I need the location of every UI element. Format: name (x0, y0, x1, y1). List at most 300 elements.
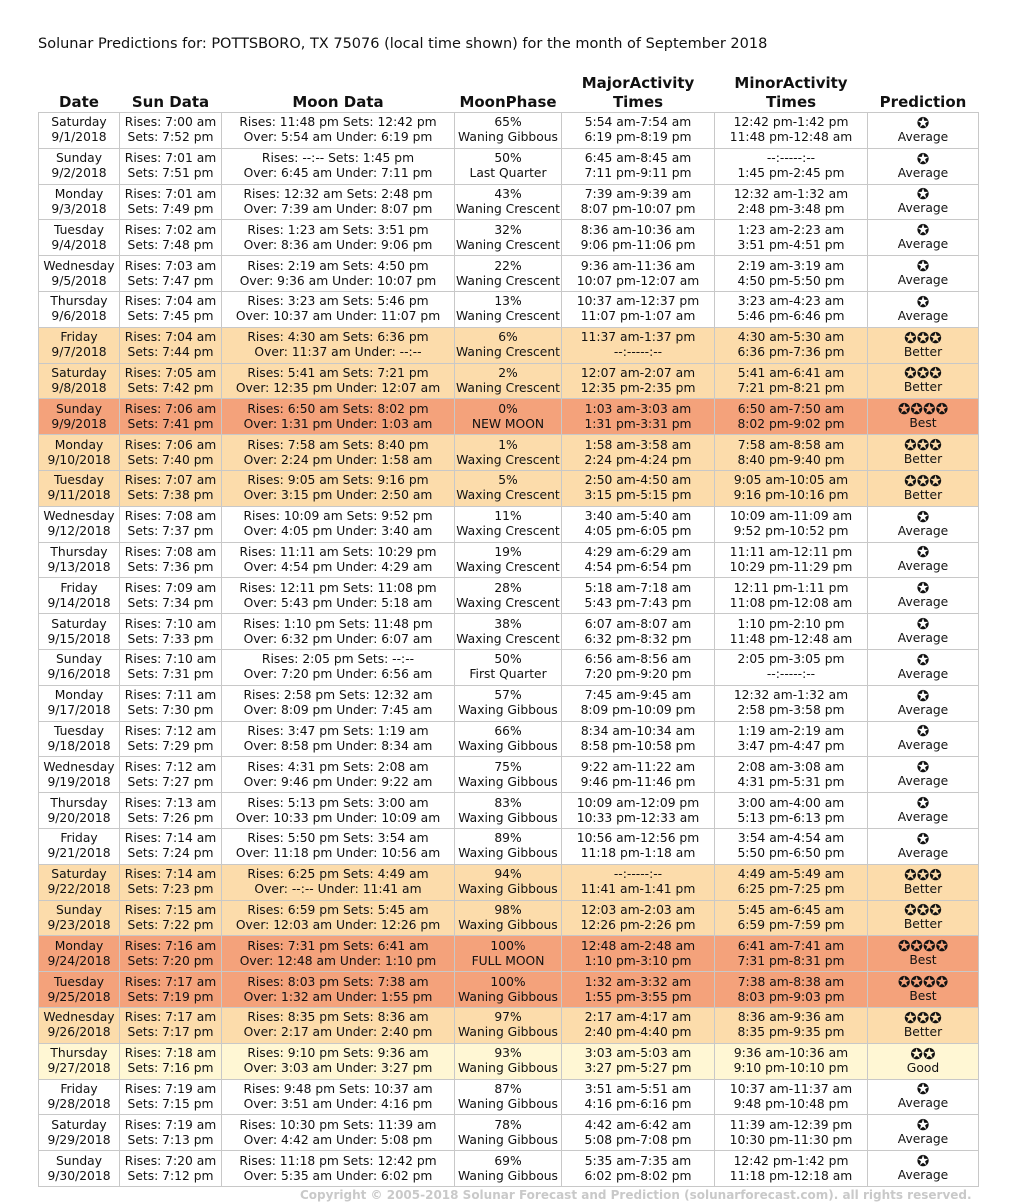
header-date: Date (59, 93, 99, 111)
date-cell (39, 291, 120, 327)
moon-phase-cell (455, 1079, 562, 1115)
date-cell (39, 614, 120, 650)
date-label: 9/2/2018 (51, 166, 107, 181)
rating-label: Average (897, 738, 949, 753)
moon-phase-cell (455, 435, 562, 471)
moon-over-under-text: Over: 1:31 pm Under: 1:03 am (243, 416, 433, 431)
moonrise-set-text: Rises: 8:03 pm Sets: 7:38 am (247, 974, 429, 989)
sunrise-text: Rises: 7:06 am (124, 437, 217, 452)
minor-times-cell (715, 399, 868, 435)
sunrise-text: Rises: 7:08 am (124, 544, 217, 559)
date-cell (39, 721, 120, 757)
major-time-2: 8:09 pm-10:09 pm (580, 703, 696, 718)
major-time-2: 5:43 pm-7:43 pm (584, 595, 692, 610)
date-label: 9/19/2018 (47, 774, 111, 789)
date-cell (39, 327, 120, 363)
major-times-cell (562, 864, 715, 900)
moon-data-cell (222, 685, 455, 721)
phase-name: Waning Crescent (456, 273, 560, 288)
moon-phase-cell (455, 542, 562, 578)
header-major-activity: MajorActivity Times (581, 74, 695, 111)
weekday-label: Saturday (51, 1117, 107, 1132)
sunrise-text: Rises: 7:15 am (124, 902, 217, 917)
moon-over-under-text: Over: 6:32 pm Under: 6:07 am (243, 631, 433, 646)
moon-data-cell (222, 1007, 455, 1043)
rating-label: Average (897, 165, 949, 180)
sun-data-cell (120, 828, 222, 864)
table-row (39, 542, 979, 578)
moonrise-set-text: Rises: 11:48 pm Sets: 12:42 pm (239, 115, 437, 130)
phase-percent: 6% (498, 330, 518, 345)
minor-times-cell (715, 1043, 868, 1079)
table-row (39, 649, 979, 685)
rating-label: Better (903, 344, 943, 359)
major-time-1: 8:36 am-10:36 am (580, 222, 696, 237)
major-times-cell (562, 470, 715, 506)
sunset-text: Sets: 7:41 pm (127, 416, 214, 431)
major-time-2: 5:08 pm-7:08 pm (584, 1132, 692, 1147)
phase-name: Waning Gibbous (458, 130, 558, 145)
weekday-label: Thursday (50, 795, 108, 810)
moon-phase-cell (455, 1007, 562, 1043)
phase-percent: 94% (494, 867, 522, 882)
sun-data-cell (120, 256, 222, 292)
moon-data-cell (222, 220, 455, 256)
phase-percent: 100% (490, 938, 526, 953)
sun-data-cell (120, 470, 222, 506)
sunset-text: Sets: 7:20 pm (127, 953, 214, 968)
moon-data-cell (222, 542, 455, 578)
major-time-2: 7:20 pm-9:20 pm (584, 667, 692, 682)
moon-data-cell (222, 936, 455, 972)
minor-time-2: 3:47 pm-4:47 pm (737, 738, 845, 753)
phase-percent: 93% (494, 1046, 522, 1061)
moon-phase-cell (455, 399, 562, 435)
phase-percent: 32% (494, 222, 522, 237)
rating-star-icons: ✪✪✪ (904, 364, 942, 383)
moonrise-set-text: Rises: 5:50 pm Sets: 3:54 am (247, 831, 429, 846)
date-label: 9/15/2018 (47, 631, 111, 646)
major-times-cell (562, 900, 715, 936)
moonrise-set-text: Rises: 1:10 pm Sets: 11:48 pm (243, 616, 433, 631)
phase-percent: 43% (494, 186, 522, 201)
minor-time-2: 6:36 pm-7:36 pm (737, 345, 845, 360)
rating-star-icons: ✪ (916, 650, 930, 669)
major-time-1: 12:03 am-2:03 am (580, 902, 696, 917)
sun-data-cell (120, 506, 222, 542)
table-row (39, 972, 979, 1008)
phase-name: Waning Crescent (456, 201, 560, 216)
table-row (39, 220, 979, 256)
moon-data-cell (222, 363, 455, 399)
minor-time-1: 1:10 pm-2:10 pm (737, 616, 845, 631)
phase-name: Waxing Crescent (456, 595, 560, 610)
weekday-label: Friday (60, 330, 98, 345)
moon-phase-cell (455, 649, 562, 685)
minor-time-1: 3:00 am-4:00 am (737, 795, 845, 810)
minor-time-1: --:-----:-- (766, 151, 816, 166)
minor-time-2: 8:40 pm-9:40 pm (737, 452, 845, 467)
table-row (39, 864, 979, 900)
sunset-text: Sets: 7:26 pm (127, 810, 214, 825)
table-body (39, 113, 979, 1187)
rating-star-icons: ✪ (916, 543, 930, 562)
major-time-1: 2:50 am-4:50 am (584, 473, 692, 488)
date-label: 9/23/2018 (47, 917, 111, 932)
minor-time-1: 12:42 pm-1:42 pm (733, 115, 849, 130)
moon-phase-cell (455, 327, 562, 363)
sunset-text: Sets: 7:15 pm (127, 1096, 214, 1111)
minor-time-2: 9:48 pm-10:48 pm (733, 1096, 849, 1111)
major-times-cell (562, 685, 715, 721)
rating-label: Better (903, 487, 943, 502)
sunrise-text: Rises: 7:16 am (124, 938, 217, 953)
prediction-cell (868, 399, 979, 435)
moon-phase-cell (455, 184, 562, 220)
moonrise-set-text: Rises: 10:30 pm Sets: 11:39 am (239, 1117, 437, 1132)
date-label: 9/11/2018 (47, 488, 111, 503)
date-cell (39, 578, 120, 614)
phase-name: Waxing Gibbous (458, 810, 558, 825)
major-times-cell (562, 184, 715, 220)
date-label: 9/28/2018 (47, 1096, 111, 1111)
sunrise-text: Rises: 7:04 am (124, 294, 217, 309)
major-times-cell (562, 1079, 715, 1115)
moon-data-cell (222, 1115, 455, 1151)
header-moon-data: Moon Data (292, 93, 384, 111)
rating-label: Average (897, 845, 949, 860)
prediction-cell (868, 113, 979, 149)
table-row (39, 614, 979, 650)
date-label: 9/30/2018 (47, 1168, 111, 1183)
minor-time-2: 6:25 pm-7:25 pm (737, 882, 845, 897)
minor-time-2: 3:51 pm-4:51 pm (737, 237, 845, 252)
phase-name: Waxing Gibbous (458, 882, 558, 897)
sunset-text: Sets: 7:52 pm (127, 130, 214, 145)
minor-times-cell (715, 900, 868, 936)
rating-label: Average (897, 559, 949, 574)
phase-percent: 57% (494, 688, 522, 703)
major-time-1: 5:18 am-7:18 am (584, 580, 692, 595)
minor-time-1: 12:32 am-1:32 am (733, 688, 849, 703)
sunset-text: Sets: 7:44 pm (127, 345, 214, 360)
sunrise-text: Rises: 7:10 am (124, 652, 217, 667)
major-time-2: 1:10 pm-3:10 pm (584, 953, 692, 968)
moon-phase-cell (455, 972, 562, 1008)
sun-data-cell (120, 793, 222, 829)
sunset-text: Sets: 7:49 pm (127, 201, 214, 216)
moon-over-under-text: Over: 7:20 pm Under: 6:56 am (243, 667, 433, 682)
date-label: 9/25/2018 (47, 989, 111, 1004)
rating-star-icons: ✪✪✪ (904, 865, 942, 884)
minor-time-2: 10:30 pm-11:30 pm (729, 1132, 853, 1147)
moonrise-set-text: Rises: 4:31 pm Sets: 2:08 am (247, 759, 429, 774)
moon-phase-cell (455, 685, 562, 721)
major-time-2: 7:11 pm-9:11 pm (584, 166, 692, 181)
phase-percent: 83% (494, 795, 522, 810)
major-times-cell (562, 1115, 715, 1151)
moonrise-set-text: Rises: 2:19 am Sets: 4:50 pm (247, 258, 429, 273)
major-time-2: 8:07 pm-10:07 pm (580, 201, 696, 216)
sunset-text: Sets: 7:42 pm (127, 380, 214, 395)
major-time-1: 6:56 am-8:56 am (584, 652, 692, 667)
phase-percent: 100% (490, 974, 526, 989)
sunset-text: Sets: 7:34 pm (127, 595, 214, 610)
moon-data-cell (222, 828, 455, 864)
weekday-label: Sunday (55, 1153, 102, 1168)
rating-star-icons: ✪ (916, 686, 930, 705)
phase-name: Waning Gibbous (458, 1168, 558, 1183)
sun-data-cell (120, 1007, 222, 1043)
date-cell (39, 506, 120, 542)
moon-data-cell (222, 972, 455, 1008)
date-cell (39, 649, 120, 685)
table-row (39, 148, 979, 184)
rating-star-icons: ✪ (916, 113, 930, 132)
major-time-1: 10:09 am-12:09 pm (576, 795, 700, 810)
phase-percent: 5% (498, 473, 518, 488)
date-cell (39, 828, 120, 864)
rating-star-icons: ✪ (916, 292, 930, 311)
phase-name: Waning Gibbous (458, 1096, 558, 1111)
weekday-label: Friday (60, 831, 98, 846)
moon-over-under-text: Over: 2:17 am Under: 2:40 pm (243, 1025, 433, 1040)
minor-time-2: 6:59 pm-7:59 pm (737, 917, 845, 932)
date-label: 9/7/2018 (51, 345, 107, 360)
major-time-1: 5:54 am-7:54 am (584, 115, 692, 130)
sun-data-cell (120, 1115, 222, 1151)
minor-time-1: 12:32 am-1:32 am (733, 186, 849, 201)
phase-percent: 97% (494, 1010, 522, 1025)
rating-label: Average (897, 774, 949, 789)
sunrise-text: Rises: 7:00 am (124, 115, 217, 130)
moonrise-set-text: Rises: 3:47 pm Sets: 1:19 am (247, 723, 429, 738)
sunset-text: Sets: 7:22 pm (127, 917, 214, 932)
minor-times-cell (715, 506, 868, 542)
moon-over-under-text: Over: 3:51 am Under: 4:16 pm (243, 1096, 433, 1111)
moonrise-set-text: Rises: 3:23 am Sets: 5:46 pm (247, 294, 429, 309)
minor-time-2: 8:02 pm-9:02 pm (737, 416, 845, 431)
sunset-text: Sets: 7:38 pm (127, 488, 214, 503)
phase-name: Waning Gibbous (458, 1132, 558, 1147)
major-time-2: 10:07 pm-12:07 am (576, 273, 700, 288)
rating-label: Average (897, 702, 949, 717)
rating-star-icons: ✪✪✪✪ (897, 937, 949, 956)
weekday-label: Sunday (55, 902, 102, 917)
date-label: 9/8/2018 (51, 380, 107, 395)
weekday-label: Saturday (51, 365, 107, 380)
date-cell (39, 685, 120, 721)
moonrise-set-text: Rises: 5:13 pm Sets: 3:00 am (247, 795, 429, 810)
moon-data-cell (222, 614, 455, 650)
rating-star-icons: ✪ (916, 149, 930, 168)
minor-times-cell (715, 470, 868, 506)
moonrise-set-text: Rises: 7:58 am Sets: 8:40 pm (247, 437, 429, 452)
minor-time-2: 11:48 pm-12:48 am (729, 130, 853, 145)
rating-label: Average (897, 237, 949, 252)
moon-phase-cell (455, 291, 562, 327)
table-row (39, 685, 979, 721)
major-time-1: 7:39 am-9:39 am (584, 186, 692, 201)
moon-phase-cell (455, 721, 562, 757)
moonrise-set-text: Rises: 2:58 pm Sets: 12:32 am (243, 688, 433, 703)
sunrise-text: Rises: 7:14 am (124, 831, 217, 846)
moon-phase-cell (455, 828, 562, 864)
major-times-cell (562, 614, 715, 650)
sunrise-text: Rises: 7:07 am (124, 473, 217, 488)
moon-data-cell (222, 506, 455, 542)
prediction-cell (868, 363, 979, 399)
moonrise-set-text: Rises: 6:59 pm Sets: 5:45 am (247, 902, 429, 917)
major-time-2: 8:58 pm-10:58 pm (580, 738, 696, 753)
moon-phase-cell (455, 506, 562, 542)
weekday-label: Saturday (51, 115, 107, 130)
rating-label: Average (897, 1096, 949, 1111)
date-label: 9/12/2018 (47, 524, 111, 539)
rating-star-icons: ✪✪✪ (904, 436, 942, 455)
minor-times-cell (715, 1079, 868, 1115)
minor-time-2: 8:03 pm-9:03 pm (737, 989, 845, 1004)
table-row (39, 256, 979, 292)
moonrise-set-text: Rises: 9:05 am Sets: 9:16 pm (247, 473, 429, 488)
major-time-1: 12:07 am-2:07 am (580, 365, 696, 380)
phase-name: FULL MOON (471, 953, 545, 968)
prediction-cell (868, 148, 979, 184)
rating-label: Average (897, 1132, 949, 1147)
sun-data-cell (120, 291, 222, 327)
moon-over-under-text: Over: 6:45 am Under: 7:11 pm (243, 166, 433, 181)
major-time-1: 4:42 am-6:42 am (584, 1117, 692, 1132)
moon-over-under-text: Over: 1:32 am Under: 1:55 pm (243, 989, 433, 1004)
moon-over-under-text: Over: 5:35 am Under: 6:02 pm (243, 1168, 433, 1183)
date-label: 9/9/2018 (51, 416, 107, 431)
major-times-cell (562, 542, 715, 578)
minor-times-cell (715, 327, 868, 363)
phase-name: Waxing Crescent (456, 488, 560, 503)
minor-times-cell (715, 435, 868, 471)
prediction-cell (868, 327, 979, 363)
minor-time-1: 5:41 am-6:41 am (737, 365, 845, 380)
minor-time-1: 11:39 am-12:39 pm (729, 1117, 853, 1132)
minor-times-cell (715, 1115, 868, 1151)
major-time-1: 10:37 am-12:37 pm (576, 294, 700, 309)
prediction-cell (868, 828, 979, 864)
major-time-2: --:-----:-- (613, 345, 663, 360)
minor-time-1: 4:30 am-5:30 am (737, 330, 845, 345)
moonrise-set-text: Rises: 7:31 pm Sets: 6:41 am (247, 938, 429, 953)
major-times-cell (562, 578, 715, 614)
major-time-1: 1:58 am-3:58 am (584, 437, 692, 452)
phase-name: Waning Crescent (456, 380, 560, 395)
major-times-cell (562, 721, 715, 757)
prediction-cell (868, 291, 979, 327)
rating-label: Average (897, 523, 949, 538)
major-time-2: 3:15 pm-5:15 pm (584, 488, 692, 503)
sunset-text: Sets: 7:23 pm (127, 882, 214, 897)
date-cell (39, 900, 120, 936)
moon-over-under-text: Over: 8:36 am Under: 9:06 pm (243, 237, 433, 252)
moon-phase-cell (455, 113, 562, 149)
table-row (39, 721, 979, 757)
moon-phase-cell (455, 1115, 562, 1151)
prediction-cell (868, 721, 979, 757)
sunrise-text: Rises: 7:18 am (124, 1046, 217, 1061)
moon-phase-cell (455, 936, 562, 972)
minor-time-1: 4:49 am-5:49 am (737, 867, 845, 882)
table-row (39, 291, 979, 327)
sunrise-text: Rises: 7:02 am (124, 222, 217, 237)
phase-name: Waning Gibbous (458, 989, 558, 1004)
sun-data-cell (120, 1151, 222, 1187)
moon-data-cell (222, 649, 455, 685)
sun-data-cell (120, 757, 222, 793)
moon-phase-cell (455, 363, 562, 399)
major-time-2: 12:26 pm-2:26 pm (580, 917, 696, 932)
sun-data-cell (120, 1043, 222, 1079)
major-time-1: 7:45 am-9:45 am (584, 688, 692, 703)
minor-time-1: 7:58 am-8:58 am (737, 437, 845, 452)
moon-over-under-text: Over: 8:58 pm Under: 8:34 am (243, 738, 433, 753)
weekday-label: Monday (54, 938, 104, 953)
sunrise-text: Rises: 7:17 am (124, 1010, 217, 1025)
weekday-label: Thursday (50, 294, 108, 309)
moon-data-cell (222, 148, 455, 184)
moonrise-set-text: Rises: 4:30 am Sets: 6:36 pm (247, 330, 429, 345)
major-time-1: 3:51 am-5:51 am (584, 1081, 692, 1096)
rating-label: Better (903, 881, 943, 896)
sun-data-cell (120, 1079, 222, 1115)
phase-name: Last Quarter (469, 166, 547, 181)
major-time-1: 11:37 am-1:37 pm (580, 330, 696, 345)
rating-star-icons: ✪✪✪ (904, 901, 942, 920)
date-cell (39, 972, 120, 1008)
sun-data-cell (120, 363, 222, 399)
moon-phase-cell (455, 757, 562, 793)
major-time-2: 2:40 pm-4:40 pm (584, 1025, 692, 1040)
sunset-text: Sets: 7:19 pm (127, 989, 214, 1004)
minor-times-cell (715, 578, 868, 614)
moon-data-cell (222, 291, 455, 327)
phase-percent: 28% (494, 580, 522, 595)
major-times-cell (562, 220, 715, 256)
rating-star-icons: ✪ (916, 722, 930, 741)
sunset-text: Sets: 7:30 pm (127, 703, 214, 718)
weekday-label: Wednesday (43, 1010, 115, 1025)
phase-name: Waxing Gibbous (458, 774, 558, 789)
rating-star-icons: ✪ (916, 507, 930, 526)
phase-name: Waxing Crescent (456, 524, 560, 539)
moon-data-cell (222, 578, 455, 614)
phase-name: Waxing Gibbous (458, 917, 558, 932)
weekday-label: Monday (54, 186, 104, 201)
minor-time-2: 5:13 pm-6:13 pm (737, 810, 845, 825)
date-cell (39, 1007, 120, 1043)
rating-star-icons: ✪ (916, 257, 930, 276)
prediction-cell (868, 972, 979, 1008)
major-time-2: 11:07 pm-1:07 am (580, 309, 696, 324)
moon-over-under-text: Over: 3:15 pm Under: 2:50 am (243, 488, 433, 503)
minor-time-1: 12:11 pm-1:11 pm (733, 580, 849, 595)
moon-over-under-text: Over: 11:37 am Under: --:-- (254, 345, 422, 360)
phase-percent: 22% (494, 258, 522, 273)
moon-phase-cell (455, 614, 562, 650)
date-cell (39, 936, 120, 972)
minor-times-cell (715, 1007, 868, 1043)
minor-time-2: 5:50 pm-6:50 pm (737, 846, 845, 861)
minor-time-1: 7:38 am-8:38 am (737, 974, 845, 989)
minor-times-cell (715, 649, 868, 685)
major-time-2: 11:41 am-1:41 pm (580, 882, 696, 897)
